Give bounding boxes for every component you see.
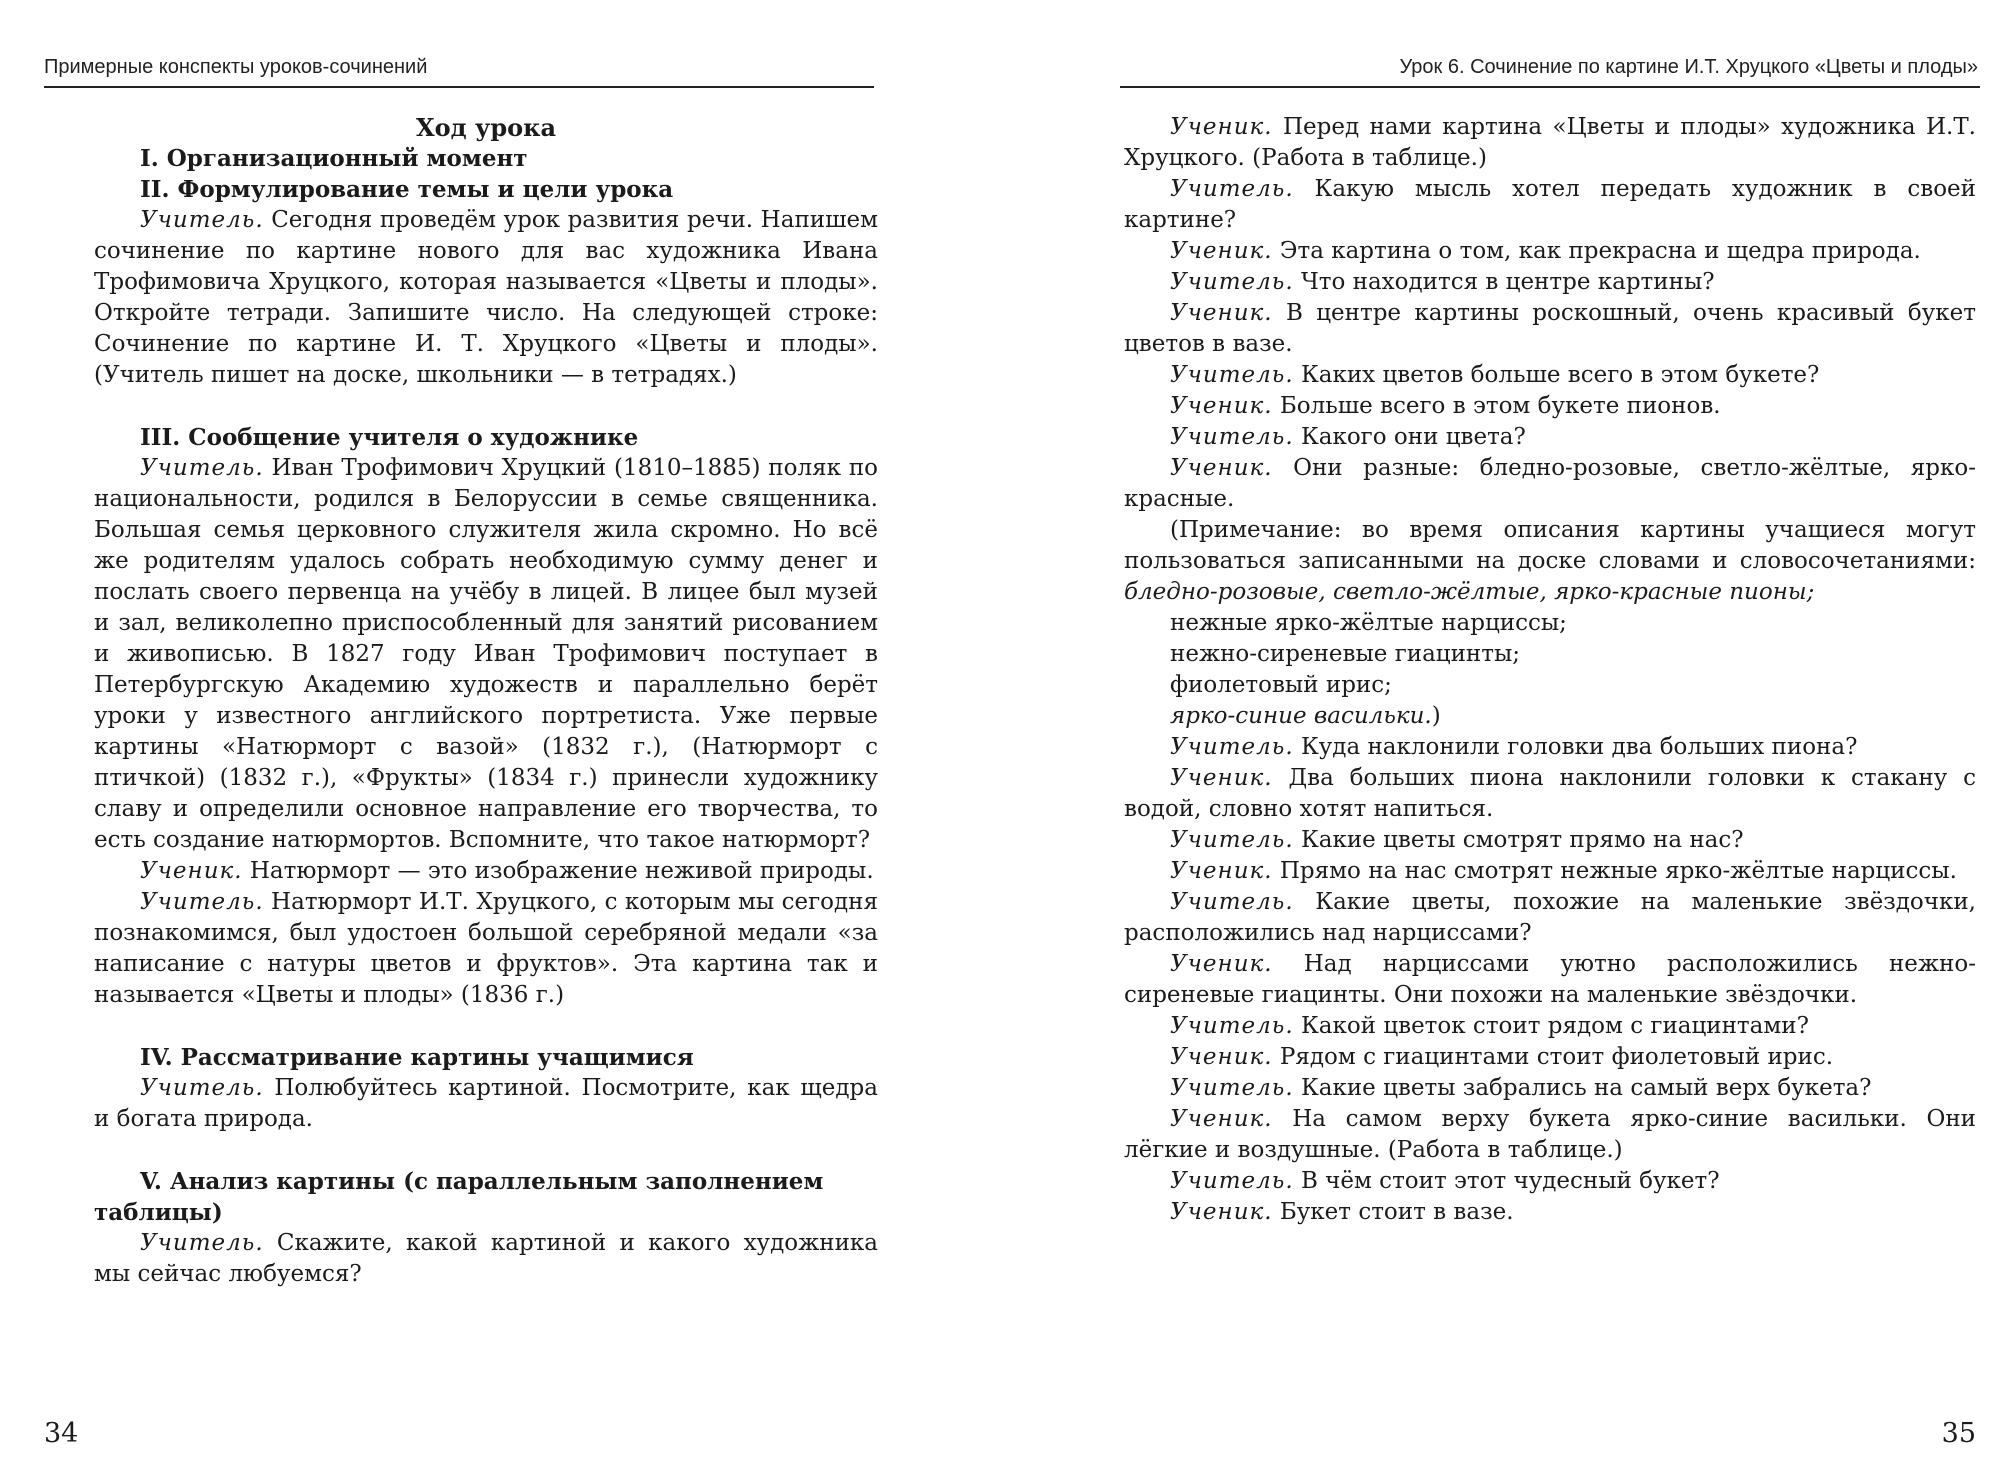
dialogue-line: Ученик. Два больших пиона наклонили головки к стакану с водой, словно хотят напиться. [1124,765,1976,822]
dialogue-line: Учитель. Какого они цвета? [1170,424,1526,450]
list-item: фиолетовый ирис; [1170,672,1392,698]
dialogue-line: Ученик. Букет стоит в вазе. [1170,1199,1514,1225]
speaker-label: Ученик. [1170,300,1273,326]
dialogue-line: Учитель. Какие цветы забрались на самый верх букета? [1170,1075,1872,1101]
speaker-label: Учитель. [1170,424,1294,450]
paragraph: Учитель. Иван Трофимович Хруцкий (1810–1885) поляк по национальности, родился в Белоруссии в семье священника. Большая семья церковного служителя жила скромно. Но всё же родителям удалось собрать необходимую сумму денег и послать своего первенца на учёбу в лицей. В лицее был музей и зал, великолепно приспособленный для занятий рисованием и живописью. В 1827 году Иван Трофимович поступает в Петербургскую Академию художеств и параллельно берёт уроки у известного английского портретиста. Уже первые картины «Натюрморт с вазой» (1832 г.), (Натюрморт с птичкой) (1832 г.), «Фрукты» (1834 г.) принесли художнику славу и определили основное направление его творчества, то есть создание натюрмортов. Вспомните, что такое натюрморт? [94,455,878,853]
dialogue-line: Учитель. В чём стоит этот чудесный букет? [1170,1168,1720,1194]
left-page [0,0,900,1463]
list-item: ярко-синие васильки.) [1170,703,1441,729]
dialogue-line: Учитель. Каких цветов больше всего в этом букете? [1170,362,1820,388]
speaker-label: Учитель. [140,889,264,915]
section-heading-4: IV. Рассматривание картины учащимися [140,1044,694,1071]
speaker-label: Учитель. [1170,827,1294,853]
speaker-label: Ученик. [1170,238,1273,264]
dialogue-line: Учитель. Какой цветок стоит рядом с гиацинтами? [1170,1013,1809,1039]
speaker-label: Учитель. [140,455,264,481]
speaker-label: Учитель. [1170,1168,1294,1194]
speaker-label: Ученик. [1170,1106,1273,1132]
speaker-label: Учитель. [140,1075,264,1101]
section-heading-1: I. Организационный момент [140,145,528,172]
speaker-label: Учитель. [140,1230,264,1256]
dialogue-line: Ученик. На самом верху букета ярко-синие васильки. Они лёгкие и воздушные. (Работа в таблице.) [1124,1106,1976,1163]
dialogue-line: Учитель. Какие цветы смотрят прямо на нас? [1170,827,1744,853]
note-paragraph: (Примечание: во время описания картины учащиеся могут пользоваться записанными на доске словами и словосочетаниями: бледно-розовые, светло-жёлтые, ярко-красные пионы; [1124,517,1976,605]
section-heading-3: III. Сообщение учителя о художнике [140,424,639,451]
page-number-right: 35 [1941,1418,1976,1449]
speaker-label: Ученик. [1170,455,1273,481]
speaker-label: Ученик. [1170,951,1273,977]
dialogue-line: Учитель. Что находится в центре картины? [1170,269,1715,295]
header-rule-right [1120,86,1980,88]
speaker-label: Ученик. [1170,393,1273,419]
right-page [1100,0,2000,1463]
section-heading-5: V. Анализ картины (с параллельным заполнением таблицы) [94,1168,824,1226]
speaker-label: Учитель. [1170,1013,1294,1039]
paragraph: Учитель. Сегодня проведём урок развития речи. Напишем сочинение по картине нового для вас художника Ивана Трофимовича Хруцкого, которая называется «Цветы и плоды». Откройте тетради. Запишите число. На следующей строке: Сочинение по картине И. Т. Хруцкого «Цветы и плоды». (Учитель пишет на доске, школьники — в тетрадях.) [94,207,878,388]
page-number-left: 34 [44,1418,79,1449]
paragraph: Учитель. Натюрморт И.Т. Хруцкого, с которым мы сегодня познакомимся, был удостоен большой серебряной медали «за написание с натуры цветов и фруктов». Эта картина так и называется «Цветы и плоды» (1836 г.) [94,889,878,1008]
speaker-label: Учитель. [1170,362,1294,388]
paragraph: Учитель. Полюбуйтесь картиной. Посмотрите, как щедра и богата природа. [94,1075,878,1132]
speaker-label: Учитель. [1170,889,1294,915]
section-heading-2: II. Формулирование темы и цели урока [140,176,674,203]
speaker-label: Учитель. [1170,1075,1294,1101]
dialogue-line: Учитель. Какие цветы, похожие на маленькие звёздочки, расположились над нарциссами? [1124,889,1976,946]
dialogue-line: Ученик. Эта картина о том, как прекрасна и щедра природа. [1170,238,1921,264]
dialogue-line: Учитель. Куда наклонили головки два больших пиона? [1170,734,1858,760]
header-rule-left [44,86,874,88]
dialogue-line: Ученик. Прямо на нас смотрят нежные ярко-жёлтые нарциссы. [1170,858,1957,884]
dialogue-line: Ученик. Над нарциссами уютно расположились нежно-сиреневые гиацинты. Они похожи на маленькие звёздочки. [1124,951,1976,1008]
dialogue-line: Ученик. Перед нами картина «Цветы и плоды» художника И.Т. Хруцкого. (Работа в таблице.) [1124,114,1976,171]
dialogue-line: Учитель. Какую мысль хотел передать художник в своей картине? [1124,176,1976,233]
list-item: нежные ярко-жёлтые нарциссы; [1170,610,1567,636]
list-item: нежно-сиреневые гиацинты; [1170,641,1521,667]
speaker-label: Учитель. [1170,176,1294,202]
running-header-left: Примерные конспекты уроков-сочинений [44,56,428,78]
dialogue-line: Ученик. В центре картины роскошный, очень красивый букет цветов в вазе. [1124,300,1976,357]
speaker-label: Ученик. [140,858,243,884]
speaker-label: Учитель. [140,207,264,233]
right-column [1124,112,1976,1228]
speaker-label: Ученик. [1170,114,1273,140]
speaker-label: Ученик. [1170,765,1273,791]
left-column [94,112,878,1290]
paragraph: Ученик. Натюрморт — это изображение неживой природы. [140,858,874,884]
speaker-label: Учитель. [1170,269,1294,295]
speaker-label: Учитель. [1170,734,1294,760]
speaker-label: Ученик. [1170,858,1273,884]
dialogue-line: Ученик. Больше всего в этом букете пионов. [1170,393,1721,419]
paragraph: Учитель. Скажите, какой картиной и какого художника мы сейчас любуемся? [94,1230,878,1287]
running-header-right: Урок 6. Сочинение по картине И.Т. Хруцкого «Цветы и плоды» [1399,56,1978,78]
lesson-title: Ход урока [415,113,556,142]
dialogue-line: Ученик. Они разные: бледно-розовые, светло-жёлтые, ярко-красные. [1124,455,1976,512]
dialogue-line: Ученик. Рядом с гиацинтами стоит фиолетовый ирис. [1170,1044,1834,1070]
speaker-label: Ученик. [1170,1199,1273,1225]
speaker-label: Ученик. [1170,1044,1273,1070]
